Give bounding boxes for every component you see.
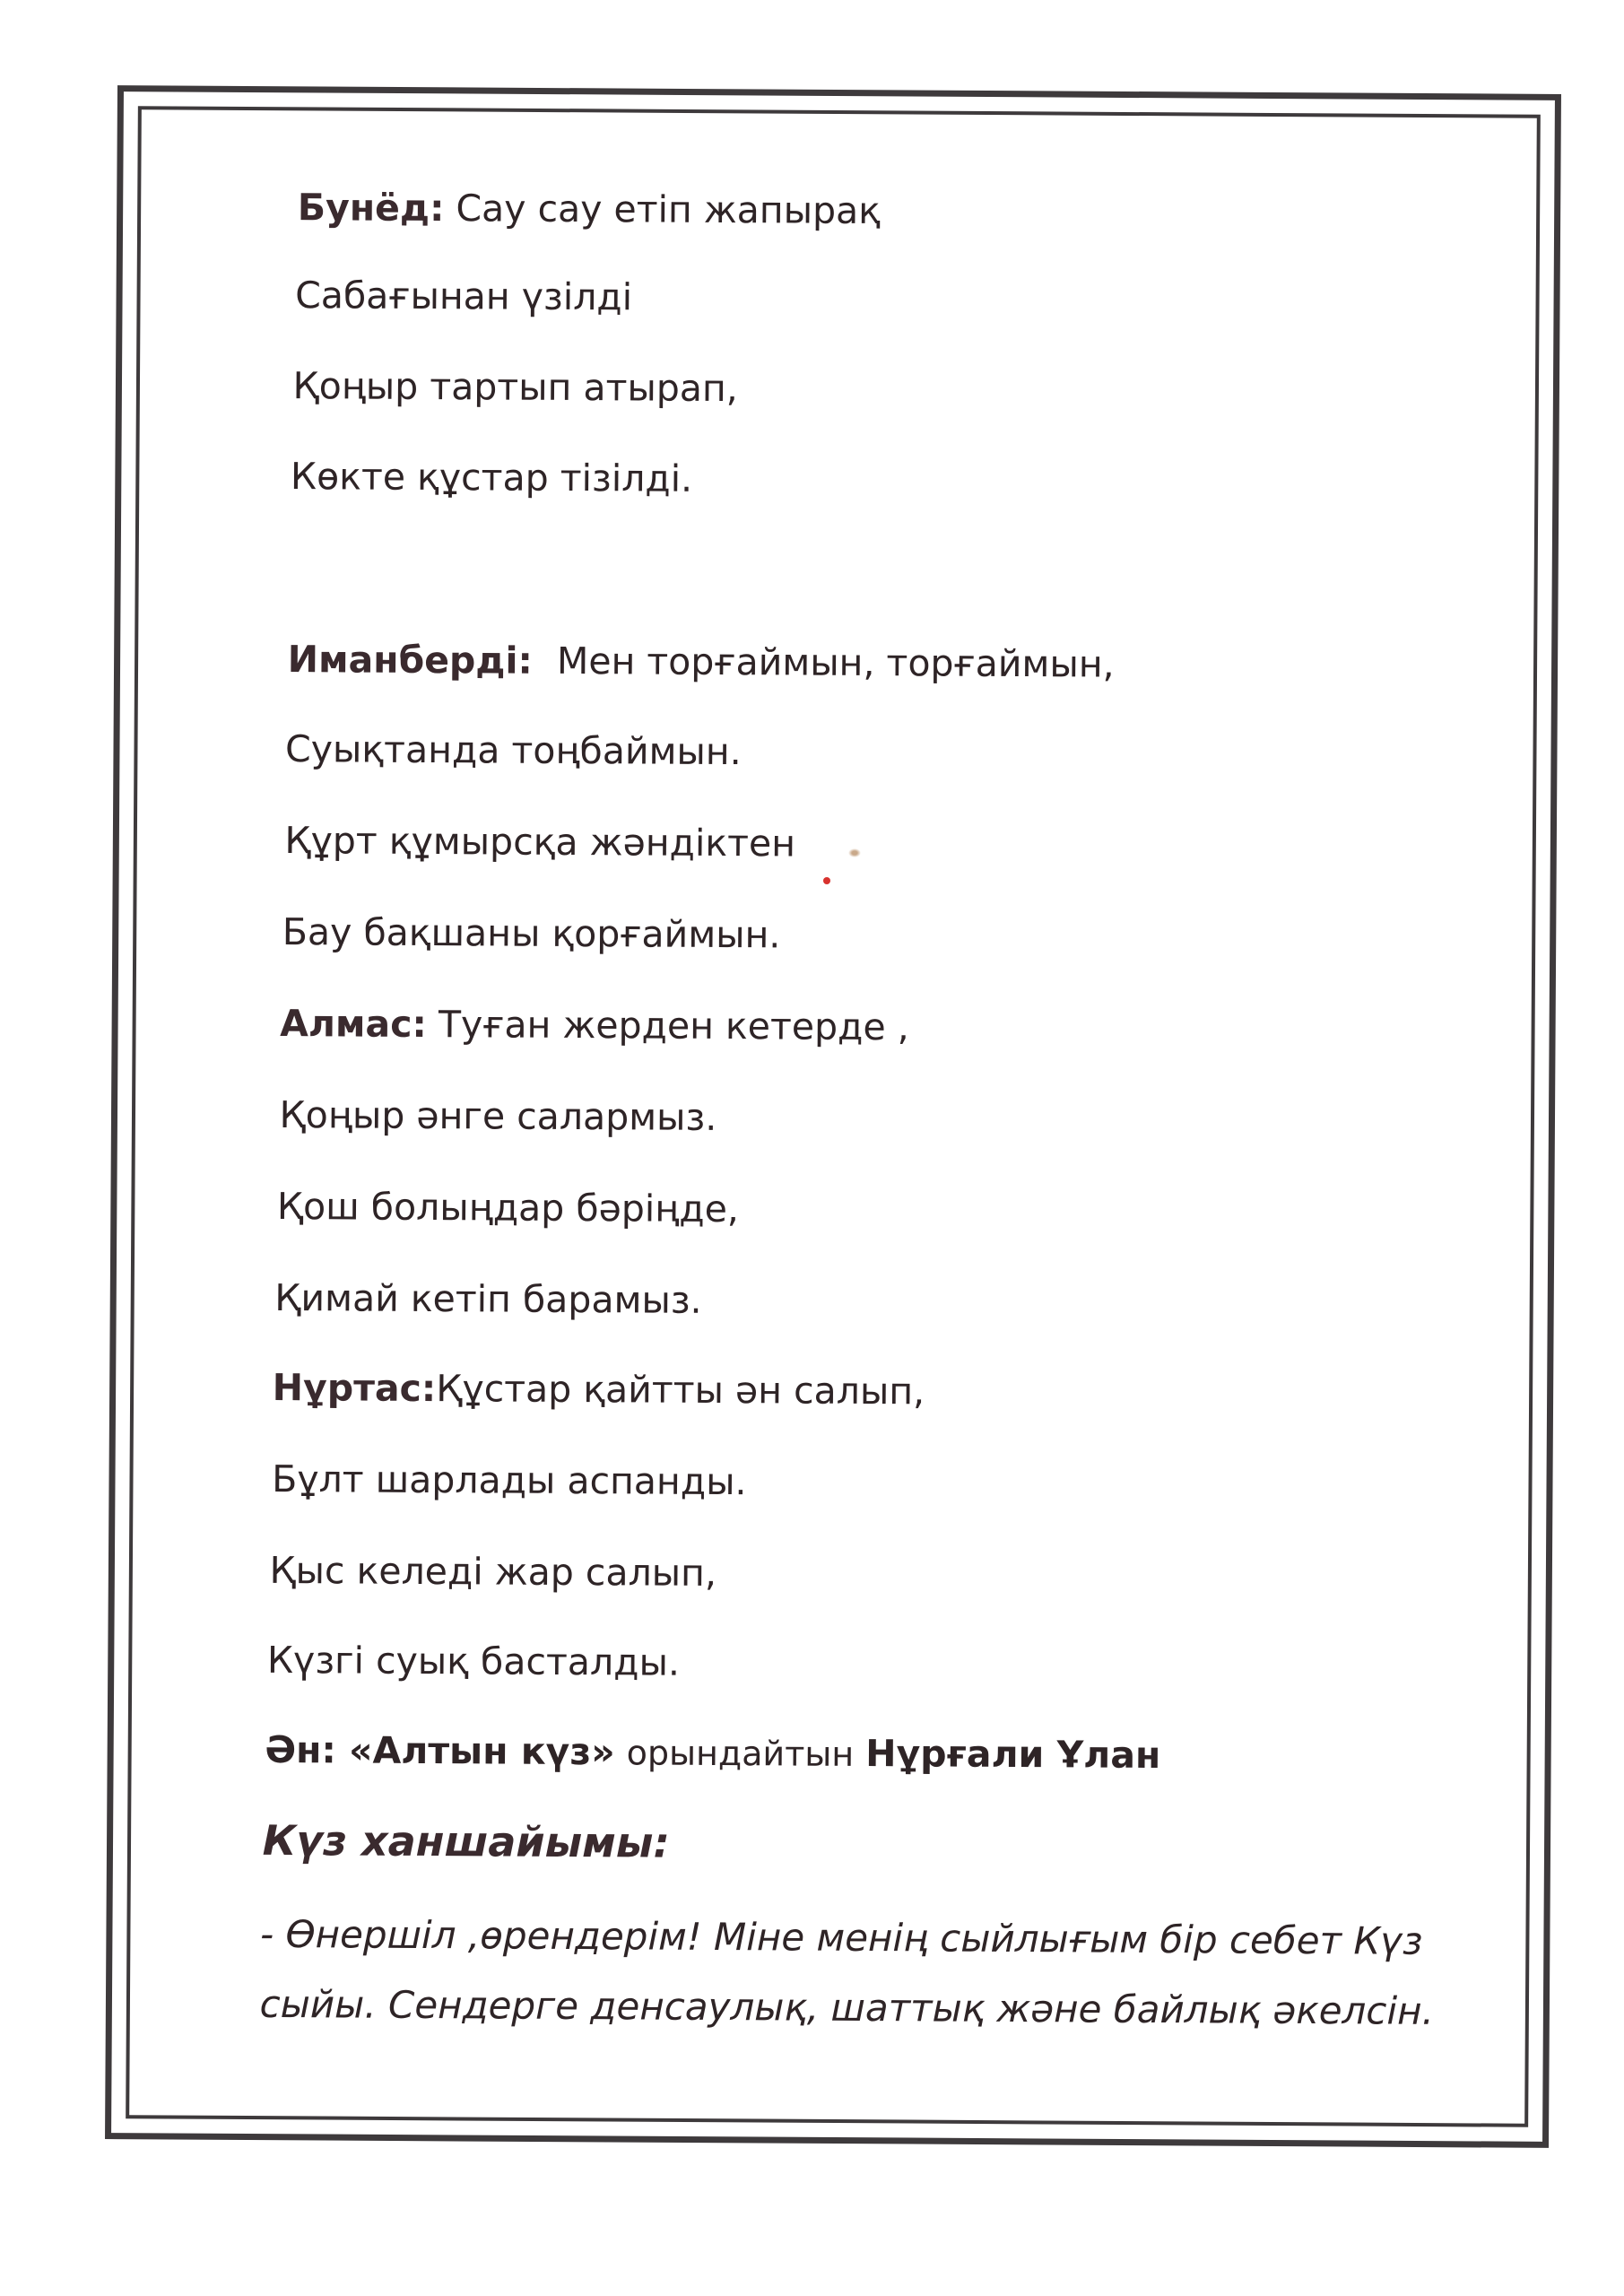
stanza-1-line-1	[298, 185, 881, 233]
stanza-4-line-2: Бұлт шарлады аспанды.	[272, 1457, 747, 1504]
verse-line: Туған жерден кетерде ,	[438, 1003, 909, 1049]
stanza-1-line-3: Қоңыр тартып атырап,	[292, 364, 738, 411]
queen-speech-line-2: сыйы. Сендерге денсаулық, шаттық және байлық әкелсін.	[259, 1981, 1435, 2033]
stanza-4-line-1	[273, 1365, 925, 1413]
stanza-4-line-3: Қыс келеді жар салып,	[269, 1548, 717, 1595]
stanza-3-line-3: Қош болыңдар бәріңде,	[276, 1184, 740, 1231]
stanza-2-line-4: Бау бақшаны қорғаймын.	[282, 910, 781, 957]
queen-speech-line-1: - Өнершіл ,өрендерім! Міне менің сыйлығым бір себет Күз	[259, 1911, 1423, 1963]
song-announcement	[265, 1727, 1160, 1779]
stanza-2-line-2: Суықтанда тоңбаймын.	[284, 727, 742, 774]
speaker-almas: Алмас:	[280, 1001, 428, 1046]
queen-speech	[259, 1900, 1480, 2047]
stanza-3-line-4: Қимай кетіп барамыз.	[274, 1275, 702, 1322]
stanza-3-line-2: Қоңыр әнге салармыз.	[279, 1092, 717, 1139]
stanza-1-line-4: Көкте құстар тізілді.	[290, 455, 693, 500]
song-middle-text: орындайтын	[626, 1733, 855, 1774]
verse-line: Мен торғаймын, торғаймын,	[556, 639, 1115, 686]
stanza-1-line-2: Сабағынан үзілді	[295, 274, 633, 319]
speaker-bunyod: Бунёд:	[297, 186, 445, 230]
song-label: Ән: «Алтын күз»	[265, 1727, 615, 1774]
stanza-4-line-4: Күзгі суық басталды.	[266, 1638, 681, 1684]
ink-mark	[823, 877, 830, 884]
stanza-2-line-1	[288, 637, 1115, 687]
song-performer: Нұрғали Ұлан	[865, 1731, 1161, 1778]
speaker-nurtas: Нұртас:	[272, 1365, 437, 1411]
verse-line: Құстар қайтты ән салып,	[436, 1367, 925, 1413]
stanza-2-line-3: Құрт құмырсқа жәндіктен	[284, 819, 796, 865]
speaker-imanberdi: Иманберді:	[287, 638, 534, 683]
stanza-3-line-1	[280, 1001, 909, 1049]
queen-title: Күз ханшайымы:	[262, 1815, 670, 1867]
verse-line: Сау сау етіп жапырақ	[456, 187, 881, 233]
ink-speck	[848, 848, 861, 857]
